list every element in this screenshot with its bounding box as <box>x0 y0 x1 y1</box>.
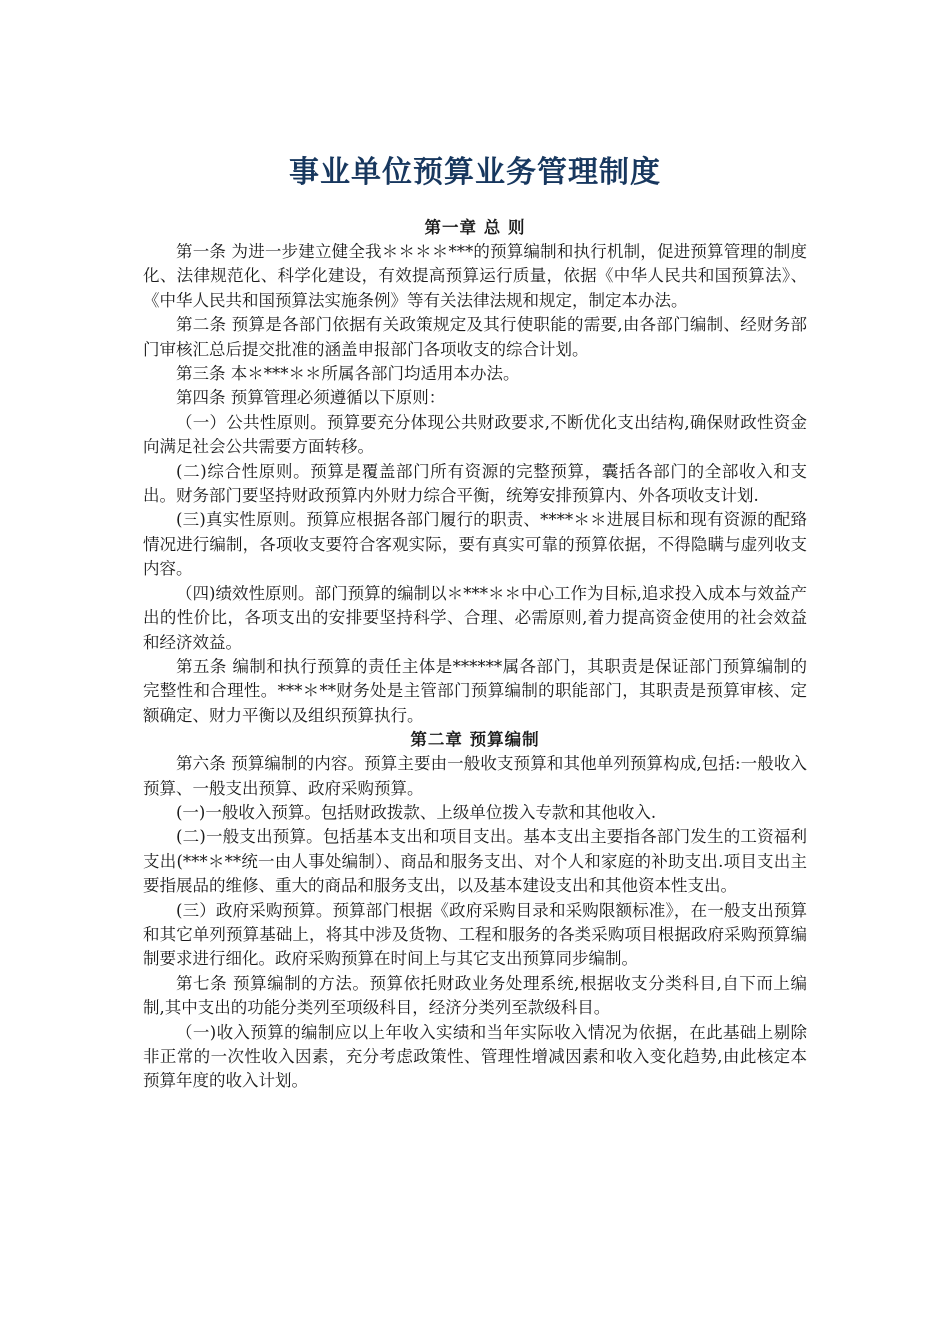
paragraph: 第一条 为进一步建立健全我＊＊＊＊***的预算编制和执行机制，促进预算管理的制度化、法律规范化、科学化建设，有效提高预算运行质量，依据《中华人民共和国预算法》、《中华人民共和国预算法实施条例》等有关法律法规和规定，制定本办法。 <box>143 242 807 310</box>
paragraph: （四)绩效性原则。部门预算的编制以＊***＊＊中心工作为目标,追求投入成本与效益产出的性价比，各项支出的安排要坚持科学、合理、必需原则,着力提高资金使用的社会效益和经济效益。 <box>143 583 807 652</box>
paragraph: (三）政府采购预算。预算部门根据《政府采购目录和采购限额标准》，在一般支出预算和其它单列预算基础上，将其中涉及货物、工程和服务的各类采购项目根据政府采购预算编制要求进行细化。政府采购预算在时间上与其它支出预算同步编制。 <box>143 900 807 969</box>
paragraph: 第三条 本＊***＊＊所属各部门均适用本办法。 <box>176 364 520 384</box>
paragraph: (二)一般支出预算。包括基本支出和项目支出。基本支出主要指各部门发生的工资福利支出(***＊**统一由人事处编制）、商品和服务支出、对个人和家庭的补助支出.项目支出主要指展品的维修、重大的商品和服务支出，以及基本建设支出和其他资本性支出。 <box>143 827 807 896</box>
paragraph: 第四条 预算管理必须遵循以下原则： <box>176 388 446 408</box>
paragraph: (三)真实性原则。预算应根据各部门履行的职责、****＊＊进展目标和现有资源的配臵情况进行编制，各项收支要符合客观实际，要有真实可靠的预算依据，不得隐瞒与虚列收支内容。 <box>143 510 807 579</box>
chapter-budget-preparation <box>143 728 807 1094</box>
chapter-heading: 第一章 总 则 <box>424 218 526 237</box>
paragraph: 第五条 编制和执行预算的责任主体是******属各部门，其职责是保证部门预算编制的完整性和合理性。***＊**财务处是主管部门预算编制的职能部门，其职责是预算审核、定额确定、财力平衡以及组织预算执行。 <box>143 656 807 725</box>
document-title: 事业单位预算业务管理制度 <box>289 155 661 190</box>
paragraph: （一)收入预算的编制应以上年收入实绩和当年实际收入情况为依据，在此基础上剔除非正常的一次性收入因素，充分考虑政策性、管理性增减因素和收入变化趋势,由此核定本预算年度的收入计划。 <box>143 1022 807 1091</box>
paragraph: 第六条 预算编制的内容。预算主要由一般收支预算和其他单列预算构成,包括:一般收入预算、一般支出预算、政府采购预算。 <box>143 754 807 798</box>
paragraph: （一）公共性原则。预算要充分体现公共财政要求,不断优化支出结构,确保财政性资金向满足社会公共需要方面转移。 <box>143 412 807 457</box>
chapter-general-provisions <box>143 216 807 728</box>
chapter-heading: 第二章 预算编制 <box>410 730 540 750</box>
paragraph: (二)综合性原则。预算是覆盖部门所有资源的完整预算，囊括各部门的全部收入和支出。财务部门要坚持财政预算内外财力综合平衡，统筹安排预算内、外各项收支计划. <box>143 461 807 506</box>
document-page <box>143 150 807 1094</box>
paragraph: 第二条 预算是各部门依据有关政策规定及其行使职能的需要,由各部门编制、经财务部门审核汇总后提交批准的涵盖申报部门各项收支的综合计划。 <box>143 315 807 359</box>
paragraph: 第七条 预算编制的方法。预算依托财政业务处理系统,根据收支分类科目,自下而上编制,其中支出的功能分类列至项级科目，经济分类列至款级科目。 <box>143 973 807 1018</box>
paragraph: (一)一般收入预算。包括财政拨款、上级单位拨入专款和其他收入. <box>176 802 657 822</box>
